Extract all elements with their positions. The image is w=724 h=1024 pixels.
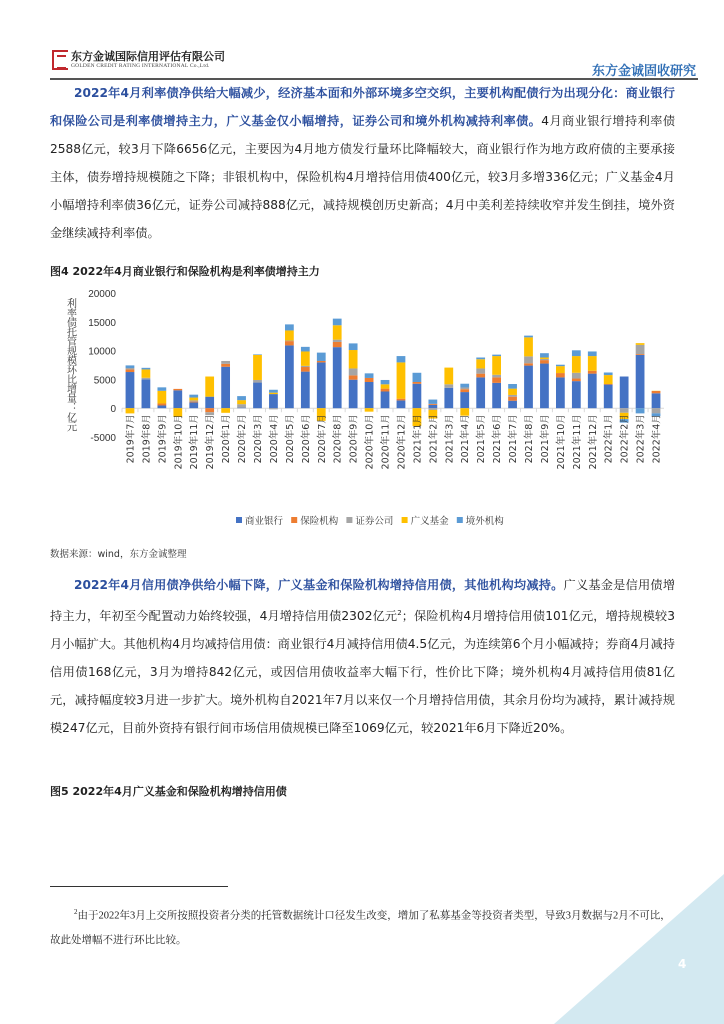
legend-swatch: [291, 517, 297, 523]
bar-segment: [349, 368, 358, 375]
bar-segment: [460, 389, 469, 392]
bar-segment: [492, 356, 501, 375]
x-tick-label: 2020年7月: [316, 414, 328, 464]
bar-segment: [221, 408, 230, 413]
y-tick-label: 20000: [88, 289, 116, 300]
bar-segment: [173, 390, 182, 408]
x-tick-label: 2019年7月: [125, 414, 137, 464]
bar-segment: [269, 390, 278, 393]
bar-segment: [301, 366, 310, 367]
legend-label: 境外机构: [465, 516, 504, 527]
x-tick-label: 2021年10月: [555, 414, 567, 470]
footnote-ref[interactable]: 2: [397, 609, 402, 617]
bar-segment: [636, 345, 645, 354]
header-brand: 东方金诚固收研究: [591, 64, 696, 79]
bar-segment: [540, 359, 549, 360]
bar-segment: [540, 360, 549, 363]
legend-label: 商业银行: [245, 516, 284, 527]
x-tick-label: 2022年2月: [619, 414, 631, 464]
legend-swatch: [346, 517, 352, 523]
x-tick-label: 2019年10月: [173, 414, 185, 470]
x-tick-label: 2020年8月: [332, 414, 344, 464]
page-number: 4: [678, 957, 687, 971]
bar-segment: [173, 389, 182, 390]
x-tick-label: 2020年1月: [221, 414, 233, 464]
bar-segment: [205, 377, 214, 397]
bar-segment: [604, 384, 613, 385]
bar-segment: [476, 358, 485, 360]
bar-segment: [620, 377, 629, 409]
bar-segment: [508, 397, 517, 401]
bar-segment: [636, 355, 645, 408]
bar-segment: [365, 382, 374, 408]
bar-segment: [524, 366, 533, 409]
stacked-bar-chart: [50, 280, 670, 535]
y-tick-label: -5000: [90, 433, 116, 444]
bar-segment: [604, 375, 613, 384]
bar-segment: [588, 356, 597, 371]
x-tick-label: 2022年3月: [635, 414, 647, 464]
bar-segment: [237, 400, 246, 404]
bar-segment: [237, 408, 246, 409]
x-tick-label: 2021年7月: [508, 414, 520, 464]
bar-segment: [492, 383, 501, 408]
x-tick-label: 2020年3月: [253, 414, 264, 464]
footnote-text: 由于2022年3月上交所按照投资者分类的托管数据统计口径发生改变，增加了私募基金等投资者类型，导致3月数据与2月不可比，故此处增幅不进行环比比较。: [50, 910, 671, 946]
x-tick-label: 2020年11月: [380, 414, 392, 470]
legend-label: 保险机构: [300, 516, 339, 527]
bar-segment: [476, 377, 485, 408]
bar-segment: [189, 400, 198, 401]
bar-segment: [237, 396, 246, 400]
bar-segment: [157, 403, 166, 405]
bar-segment: [317, 361, 326, 362]
bar-segment: [317, 353, 326, 361]
bar-segment: [126, 365, 135, 368]
x-tick-label: 2021年4月: [460, 414, 472, 464]
y-axis-label: 利率债托管规模环比增量：亿元: [64, 298, 76, 431]
paragraph-credit-bonds: [50, 571, 675, 742]
bar-segment: [349, 380, 358, 409]
bar-segment: [508, 395, 517, 397]
bar-segment: [444, 368, 453, 385]
bar-segment: [508, 384, 517, 389]
bar-segment: [285, 341, 294, 345]
paragraph-body: 广义基金是信用债增持主力，年初至今配置动力始终较强，4月增持信用债2302亿元: [50, 578, 676, 624]
bar-segment: [636, 354, 645, 355]
bar-segment: [253, 355, 262, 380]
bar-segment: [460, 392, 469, 408]
bar-segment: [285, 330, 294, 340]
bar-segment: [652, 408, 661, 413]
x-tick-label: 2022年1月: [603, 414, 615, 464]
bar-segment: [524, 356, 533, 363]
bar-segment: [524, 336, 533, 338]
bar-segment: [189, 398, 198, 401]
bar-segment: [253, 380, 262, 383]
bar-segment: [253, 383, 262, 409]
paragraph-body: 4月商业银行增持利率债2588亿元，较3月下降6656亿元，主要因为4月地方债发行量环比降幅较大，商业银行作为地方政府债的主要承接主体，债券增持规模随之下降；非银机构中，保险机构4月增持信用债400亿元，较3月多增336亿元；广义基金4月小幅增持利率债36亿元，证券公司减持888亿元，减持规模创历史新高；4月中美利差持续收窄并发生倒挂，境外资金继续减持利率债。: [50, 114, 676, 240]
bar-segment: [221, 361, 230, 364]
bar-segment: [524, 363, 533, 365]
paragraph-lead: 2022年4月利率债净供给大幅减少，经济基本面和外部环境多空交织，主要机构配债行为出现分化：商业银行和保险公司是利率债增持主力，广义基金仅小幅增持，证券公司和境外机构减持利率债。: [50, 86, 675, 128]
x-tick-label: 2019年11月: [189, 414, 201, 470]
bar-segment: [142, 379, 151, 408]
bar-segment: [588, 351, 597, 356]
bar-segment: [237, 404, 246, 407]
bar-segment: [556, 365, 565, 366]
bar-segment: [333, 325, 342, 339]
bar-segment: [540, 353, 549, 357]
x-tick-label: 2021年12月: [587, 414, 599, 470]
bar-segment: [540, 358, 549, 359]
x-tick-label: 2021年8月: [524, 414, 535, 464]
bar-segment: [572, 379, 581, 382]
bar-segment: [365, 373, 374, 378]
footnote-divider: [50, 886, 228, 887]
x-tick-label: 2020年9月: [348, 414, 360, 464]
bar-segment: [572, 356, 581, 373]
bar-segment: [636, 408, 645, 413]
bar-segment: [189, 402, 198, 403]
legend-label: 证券公司: [355, 516, 394, 527]
bar-segment: [333, 342, 342, 347]
bar-segment: [253, 354, 262, 355]
x-tick-label: 2021年2月: [428, 414, 440, 464]
bar-segment: [476, 359, 485, 368]
bar-segment: [413, 373, 422, 382]
legend-swatch: [457, 517, 463, 523]
bar-segment: [444, 388, 453, 408]
y-tick-label: 15000: [88, 317, 116, 329]
bar-segment: [604, 372, 613, 375]
x-tick-label: 2020年5月: [284, 414, 296, 464]
corner-decoration: [554, 874, 724, 1024]
bar-segment: [556, 373, 565, 377]
bar-segment: [301, 351, 310, 365]
bar-segment: [333, 347, 342, 408]
footnote-number: 2: [74, 908, 78, 916]
x-tick-label: 2022年4月: [651, 414, 663, 464]
bar-segment: [301, 372, 310, 409]
bar-segment: [652, 393, 661, 408]
bar-segment: [508, 401, 517, 408]
x-tick-label: 2020年10月: [364, 414, 376, 470]
bar-segment: [126, 368, 135, 369]
x-tick-label: 2021年9月: [539, 414, 551, 464]
bar-segment: [126, 372, 135, 408]
paragraph-lead: 2022年4月信用债净供给小幅下降，广义基金和保险机构增持信用债，其他机构均减持。: [74, 578, 564, 592]
x-tick-label: 2021年5月: [476, 414, 488, 464]
bar-segment: [285, 341, 294, 342]
bar-segment: [588, 374, 597, 409]
company-logo: [52, 50, 225, 70]
bar-segment: [572, 373, 581, 379]
bar-segment: [556, 366, 565, 373]
bar-segment: [428, 408, 437, 410]
bar-segment: [413, 384, 422, 408]
x-tick-label: 2019年8月: [141, 414, 153, 464]
figure-5-title: 图5 2022年4月广义基金和保险机构增持信用债: [50, 785, 287, 798]
bar-segment: [620, 408, 629, 413]
bar-segment: [205, 397, 214, 409]
bar-segment: [221, 367, 230, 408]
paragraph-body-cont: ；保险机构4月增持信用债101亿元，增持规模较3月小幅扩大。其他机构4月均减持信用债：商业银行4月减持信用债4.5亿元，为连续第6个月小幅减持；券商4月减持信用债168亿元，3月为增持842亿元，或因信用债收益率大幅下行，性价比下降；境外机构4月减持信用债81亿元，减持幅度较3月进一步扩大。境外机构自2021年7月以来仅一个月增持信用债，其余月份均为减持，累计减持规模247亿元，目前外资持有银行间市场信用债规模已降至1069亿元，较2021年6月下降近20%。: [50, 609, 675, 736]
bar-segment: [301, 347, 310, 352]
bar-segment: [508, 389, 517, 395]
bar-segment: [333, 319, 342, 326]
bar-segment: [142, 368, 151, 370]
bar-segment: [221, 364, 230, 367]
bar-segment: [365, 378, 374, 382]
bar-segment: [189, 402, 198, 408]
bar-segment: [604, 385, 613, 409]
bar-segment: [381, 384, 390, 388]
bar-segment: [652, 391, 661, 393]
bar-segment: [205, 408, 214, 412]
bar-segment: [492, 377, 501, 382]
bar-segment: [636, 343, 645, 345]
bar-segment: [476, 368, 485, 373]
bar-segment: [444, 384, 453, 387]
bar-segment: [540, 364, 549, 409]
bar-segment: [524, 337, 533, 356]
y-tick-label: 0: [110, 404, 116, 416]
bar-segment: [572, 350, 581, 356]
bar-segment: [460, 387, 469, 389]
legend-label: 广义基金: [410, 516, 449, 527]
y-tick-label: 5000: [93, 375, 116, 387]
bar-segment: [460, 384, 469, 388]
x-tick-label: 2020年12月: [396, 414, 408, 470]
bar-segment: [349, 375, 358, 379]
bar-segment: [492, 355, 501, 356]
legend-swatch: [236, 517, 242, 523]
bar-segment: [397, 356, 406, 362]
bar-segment: [157, 387, 166, 390]
y-tick-label: 10000: [88, 346, 116, 358]
x-tick-label: 2021年3月: [444, 414, 456, 464]
bar-segment: [492, 375, 501, 378]
data-source: 数据来源：wind，东方金诚整理: [50, 549, 187, 560]
x-tick-label: 2021年11月: [571, 414, 583, 470]
bar-segment: [588, 371, 597, 374]
logo-mark-icon: [52, 50, 68, 70]
bar-segment: [285, 345, 294, 408]
bar-segment: [413, 382, 422, 384]
bar-segment: [269, 408, 278, 409]
bar-segment: [428, 400, 437, 404]
bar-segment: [142, 378, 151, 380]
bar-segment: [301, 367, 310, 372]
x-tick-label: 2020年4月: [268, 414, 280, 464]
bar-segment: [189, 395, 198, 398]
bar-segment: [157, 391, 166, 404]
bar-segment: [365, 408, 374, 411]
figure-4-title: 图4 2022年4月商业银行和保险机构是利率债增持主力: [50, 265, 320, 278]
bar-segment: [428, 404, 437, 405]
bar-segment: [269, 393, 278, 394]
bar-segment: [397, 400, 406, 408]
bar-segment: [333, 340, 342, 342]
legend-swatch: [402, 517, 408, 523]
bar-segment: [397, 362, 406, 398]
bar-segment: [142, 369, 151, 377]
bar-segment: [397, 399, 406, 401]
x-tick-label: 2020年2月: [237, 414, 249, 464]
x-tick-label: 2021年6月: [492, 414, 504, 464]
bar-segment: [381, 389, 390, 392]
company-name-cn: 东方金诚国际信用评估有限公司: [71, 50, 225, 63]
bar-segment: [126, 408, 135, 413]
bar-segment: [428, 405, 437, 408]
x-tick-label: 2019年12月: [205, 414, 217, 470]
bar-segment: [476, 374, 485, 378]
bar-segment: [572, 381, 581, 408]
bar-segment: [556, 377, 565, 408]
bar-segment: [126, 369, 135, 372]
x-tick-label: 2019年9月: [157, 414, 169, 464]
bar-segment: [381, 391, 390, 408]
bar-segment: [381, 380, 390, 384]
company-name-en: GOLDEN CREDIT RATING INTERNATIONAL Co.,Ltd.: [71, 63, 210, 69]
x-tick-label: 2020年6月: [300, 414, 312, 464]
bar-segment: [157, 405, 166, 408]
bar-segment: [349, 350, 358, 368]
bar-segment: [269, 394, 278, 408]
bar-segment: [317, 362, 326, 408]
bar-segment: [349, 343, 358, 350]
paragraph-rate-bonds: [50, 79, 675, 247]
bar-segment: [285, 324, 294, 330]
x-tick-label: 2021年1月: [412, 414, 424, 464]
